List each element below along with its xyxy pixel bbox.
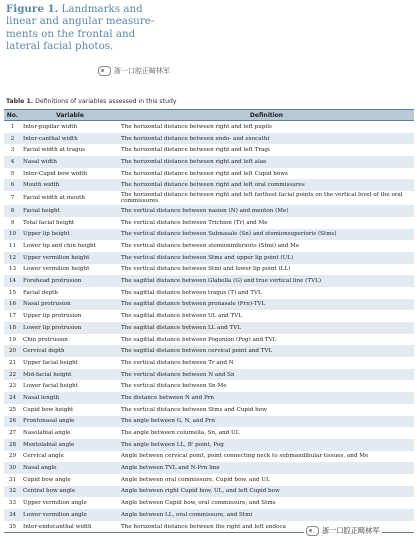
caption-line-4: lateral facial photos. — [6, 40, 114, 53]
cell-definition: The horizontal distance between right and left oral commissures — [119, 179, 414, 191]
cell-definition: The horizontal distance between endo- and exocathi — [119, 133, 414, 145]
cell-no: 27 — [8, 430, 17, 437]
cell-variable: Upper lip protrusion — [23, 313, 82, 320]
cell-no: 2 — [4, 133, 21, 145]
table-row — [4, 121, 414, 133]
cell-variable: Facial height — [21, 205, 119, 217]
table-row — [4, 168, 414, 180]
cell-no: 10 — [4, 229, 21, 241]
cell-variable: Lower vermilion height — [23, 266, 90, 273]
table-row — [4, 416, 414, 428]
cell-no: 29 — [8, 453, 17, 460]
cell-definition: The sagittal distance between tragus (T) and TVL — [121, 289, 262, 296]
definitions-table — [4, 109, 414, 533]
cell-variable: Nasal angle — [21, 462, 119, 474]
table-row — [4, 334, 414, 346]
cell-variable: Inter-canthal width — [21, 133, 119, 145]
table-row — [4, 392, 414, 404]
cell-variable: Inter-Cupid bow width — [23, 170, 88, 177]
cell-no: 16 — [4, 299, 21, 311]
cell-definition: The vertical distance between Stmi and lower lip point (LL) — [121, 266, 291, 273]
cell-variable: Nasal protrusion — [21, 299, 119, 311]
cell-variable: Chin protrusion — [23, 336, 68, 343]
cell-no: 35 — [4, 521, 21, 533]
header-no: No. — [4, 110, 21, 121]
cell-definition: Angle between cervical point, point connecting neck to submandibular tissues, and Me — [121, 453, 369, 460]
table-row — [4, 345, 414, 357]
cell-no: 3 — [10, 147, 15, 154]
cell-variable: Upper vermilion height — [21, 252, 119, 264]
cell-no: 1 — [10, 123, 15, 130]
cell-variable: Inter-pupilar width — [23, 123, 78, 130]
cell-no: 5 — [10, 170, 15, 177]
table-row — [4, 310, 414, 322]
table-row — [4, 264, 414, 276]
cell-definition: The vertical distance between nasion (N) and menton (Me) — [119, 205, 414, 217]
watermark-top — [98, 66, 170, 76]
table-row — [4, 217, 414, 229]
table-row — [4, 229, 414, 241]
cell-definition: Angle between oral commissure, Cupid bow, and UL — [121, 476, 270, 483]
table-row — [4, 252, 414, 264]
cell-variable: Lower vermilion angle — [21, 509, 119, 521]
table-row — [4, 275, 414, 287]
wechat-icon — [98, 66, 111, 76]
table-label: Table 1. — [6, 98, 34, 105]
cell-no: 23 — [8, 383, 17, 390]
cell-definition: The vertical distance between Sn-Me — [121, 383, 227, 390]
cell-no: 7 — [10, 195, 15, 202]
cell-definition: The vertical distance between Stms and Cupid bow — [121, 406, 267, 413]
cell-variable: Upper facial height — [23, 359, 79, 366]
cell-definition: The vertical distance between stomioninferioris (Stmi) and Me — [121, 243, 300, 250]
cell-definition: The distance between N and Prn — [119, 392, 414, 404]
cell-definition: The sagittal distance between pronasale (Prn)-TVL — [119, 299, 414, 311]
table-row — [4, 144, 414, 156]
cell-variable: Lower lip protrusion — [21, 322, 119, 334]
table-row — [4, 486, 414, 498]
cell-definition: The sagittal distance between LL and TVL — [119, 322, 414, 334]
wechat-icon — [306, 526, 319, 536]
cell-no: 34 — [4, 509, 21, 521]
cell-definition: The sagittal distance between UL and TVL — [121, 313, 242, 320]
cell-no: 31 — [8, 476, 17, 483]
cell-variable: Upper lip height — [21, 229, 119, 241]
cell-variable: Nasolabial angle — [23, 430, 71, 437]
cell-no: 17 — [8, 313, 17, 320]
table-row — [4, 179, 414, 191]
cell-variable: Mid-facial height — [21, 369, 119, 381]
cell-no: 22 — [4, 369, 21, 381]
watermark-label: 浙一口腔正畸林军 — [114, 67, 170, 75]
cell-definition: The vertical distance between N and Sn — [119, 369, 414, 381]
cell-definition: Angle between Cupid bow, oral commissure, and Stms — [121, 500, 276, 507]
table-row — [4, 156, 414, 168]
cell-variable: Frontonasal angle — [21, 416, 119, 428]
cell-definition: The sagittal distance between Pogonion (Pog) and TVL — [121, 336, 277, 343]
cell-variable: Upper vermilion angle — [23, 500, 87, 507]
cell-no: 15 — [8, 289, 17, 296]
cell-definition: The horizontal distance between the right and left endoca — [119, 521, 414, 533]
cell-no: 12 — [4, 252, 21, 264]
cell-variable: Facial width at tragus — [23, 147, 86, 154]
cell-no: 28 — [4, 439, 21, 451]
cell-definition: The horizontal distance between right and left alae — [119, 156, 414, 168]
table-row — [4, 380, 414, 392]
table-row — [4, 462, 414, 474]
cell-definition: The sagittal distance between Glabella (G) and true vertical line (TVL) — [119, 275, 414, 287]
table-row — [4, 427, 414, 439]
table-title — [6, 98, 177, 105]
cell-variable: Cervical angle — [23, 453, 64, 460]
table-row — [4, 287, 414, 299]
table-header-row — [4, 110, 414, 121]
cell-definition: The vertical distance between Tr and N — [121, 359, 234, 366]
cell-no: 8 — [4, 205, 21, 217]
cell-variable: Inter-endocanthal width — [21, 521, 119, 533]
cell-no: 33 — [8, 500, 17, 507]
cell-no: 21 — [8, 359, 17, 366]
cell-definition: The horizontal distance between right and left pupils — [121, 123, 272, 130]
cell-no: 9 — [10, 219, 15, 226]
table-caption: Definitions of variables assessed in this study — [33, 98, 177, 105]
cell-no: 26 — [4, 416, 21, 428]
table-row — [4, 497, 414, 509]
cell-no: 30 — [4, 462, 21, 474]
cell-variable: Central bow angle — [21, 486, 119, 498]
cell-variable: Lower facial height — [23, 383, 78, 390]
cell-variable: Nasal width — [21, 156, 119, 168]
cell-variable: Facial width at mouth — [23, 195, 85, 202]
table-row — [4, 451, 414, 463]
caption-line-3: ments on the frontal and — [6, 27, 136, 40]
table-row — [4, 404, 414, 416]
cell-definition: The angle between LL, B' point, Pog — [119, 439, 414, 451]
cell-no: 25 — [8, 406, 17, 413]
cell-definition: Angle between LL, oral commissure, and Stmi — [119, 509, 414, 521]
header-variable: Variable — [21, 110, 119, 121]
cell-definition: The vertical distance between Stms and upper lip point (UL) — [119, 252, 414, 264]
caption-line-1: Figure 1. Landmarks and — [6, 3, 143, 15]
figure-label: Figure 1. — [6, 3, 59, 15]
cell-no: 11 — [8, 243, 17, 250]
cell-no: 32 — [4, 486, 21, 498]
cell-definition: The vertical distance between Subnasale (Sn) and stomionsuperioris (Stms) — [119, 229, 414, 241]
cell-no: 19 — [8, 336, 17, 343]
table-row — [4, 439, 414, 451]
cell-definition: Angle between TVL and N-Prn line — [119, 462, 414, 474]
cell-variable: Cupid bow angle — [23, 476, 71, 483]
table-row — [4, 509, 414, 521]
watermark-bottom — [304, 526, 382, 536]
cell-no: 18 — [4, 322, 21, 334]
cell-definition: Angle between right Cupid bow, UL, and left Cupid bow — [119, 486, 414, 498]
cell-no: 20 — [4, 345, 21, 357]
table-row — [4, 191, 414, 205]
cell-no: 4 — [4, 156, 21, 168]
cell-variable: Mentolabial angle — [21, 439, 119, 451]
cell-variable: Cervical depth — [21, 345, 119, 357]
table-row — [4, 240, 414, 252]
cell-variable: Cupid bow height — [23, 406, 74, 413]
cell-no: 6 — [4, 179, 21, 191]
cell-variable: Nasal length — [21, 392, 119, 404]
cell-definition: The sagittal distance between cervical point and TVL — [119, 345, 414, 357]
caption-line-2: linear and angular measure- — [6, 15, 155, 28]
cell-no: 13 — [8, 266, 17, 273]
cell-no: 14 — [4, 275, 21, 287]
table-body — [4, 121, 414, 533]
cell-definition: The angle between G, N, and Prn — [119, 416, 414, 428]
table-row — [4, 369, 414, 381]
cell-definition: The angle between columella, Sn, and UL — [121, 430, 240, 437]
cell-variable: Lower lip and chin height — [23, 243, 96, 250]
cell-variable: Mouth width — [21, 179, 119, 191]
cell-no: 24 — [4, 392, 21, 404]
table-row — [4, 357, 414, 369]
table-row — [4, 133, 414, 145]
table-row — [4, 474, 414, 486]
cell-definition: The horizontal distance between right and left farthest facial points on the vertical level of the oral commissures — [121, 192, 403, 205]
cell-variable: Forehead protrusion — [21, 275, 119, 287]
figure-caption — [6, 3, 246, 53]
table-row — [4, 322, 414, 334]
cell-definition: The horizontal distance between right and left Cupid bows — [121, 170, 288, 177]
cell-variable: Facial depth — [23, 289, 58, 296]
cell-definition: The vertical distance between Trichion (Tr) and Me — [121, 219, 268, 226]
header-definition: Definition — [119, 110, 414, 121]
table-row — [4, 205, 414, 217]
table-row — [4, 299, 414, 311]
watermark-label: 浙一口腔正畸林军 — [322, 526, 380, 535]
cell-variable: Total facial height — [23, 219, 75, 226]
cell-definition: The horizontal distance between right and left Tragi — [121, 147, 270, 154]
